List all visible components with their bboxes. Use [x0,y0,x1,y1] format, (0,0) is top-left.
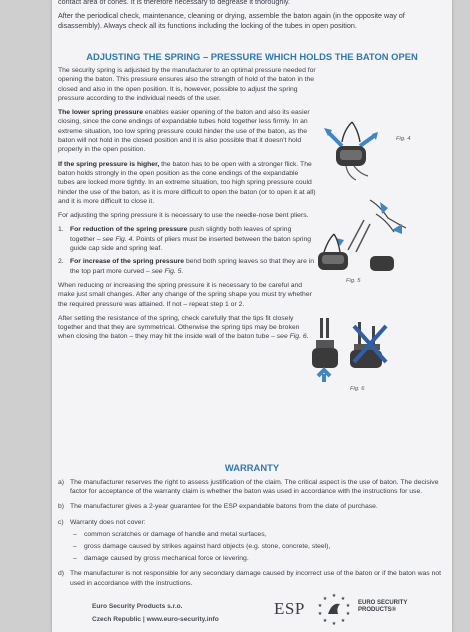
warranty-item-text: Warranty does not cover: [70,518,146,526]
pliers-icon [348,220,370,252]
spring-paragraph-2 [58,108,316,154]
intro-line-2: After the periodical check, maintenance, cleaning or drying, assemble the baton again (in the opposite way of disassembly). Always check all its functions including the locking of the tubes in open position. [58,11,405,31]
figure-6-caption: Fig. 6 [350,386,365,392]
warranty-heading: WARRANTY [224,462,280,473]
arrow-icon [360,136,374,146]
incorrect-spring-icon [350,322,386,368]
warranty-item-letter: a) [58,479,65,486]
warranty-item [58,518,446,564]
figure-4-pliers-illustration [322,112,382,182]
pliers-icon [346,166,368,180]
intro-text [58,0,446,36]
warranty-item-text: The manufacturer is not responsible for any secondary damage caused by incorrect use of the baton or if the baton was not used in accordance with the instructions. [70,570,442,587]
svg-text:★: ★ [345,603,351,609]
company-address: Czech Republic | www.euro-security.info [92,616,219,623]
manual-page [52,0,452,632]
correct-spring-icon [312,318,338,382]
spring-paragraph-4: For adjusting the spring pressure it is necessary to use the needle-nose bent pliers. [58,212,309,220]
spring-leaf-icon [342,122,360,142]
step-title: For increase of the spring pressure [70,258,185,266]
warranty-item-letter: d) [58,570,65,578]
lower-pressure-label: The lower spring pressure [58,109,143,117]
warranty-body [58,478,446,594]
svg-text:★: ★ [322,596,328,602]
svg-text:★: ★ [317,611,323,617]
figure-5-caption: Fig. 5 [346,278,361,284]
warranty-item-text: The manufacturer reserves the right to assess justification of the claim. The critical aspect is the use of baton. The decisive factor for acceptance of the warranty claim is whether the baton was used in accordance with the instructions for use. [70,479,439,496]
higher-pressure-text: the baton has to be open with a stronger flick. The baton holds strongly in the open position as the cone endings of the expandable tubes are locked more tightly. In an extreme situation, too high spring pressure could hinder the use of the baton, as it is more difficult to open the baton (or to open it at all) and it is more difficult to close it. [58,160,316,205]
warranty-item-text: The manufacturer gives a 2-year guarantee for the ESP expandable batons from the date of purchase. [70,503,378,511]
exclusion-item: – damage caused by gross mechanical force or levering. [73,555,249,563]
spring-paragraph-3 [58,160,316,206]
svg-text:★: ★ [331,593,337,599]
warranty-item [58,502,446,511]
tips-check-text: After setting the resistance of the spring, check carefully that the tips fit closely together and that they are symmetrical. Otherwise the spring tips may be broken when closing the baton – they may hit the inside wall of the baton tube – [58,314,300,341]
svg-text:★: ★ [331,621,337,626]
figure-reference: see Fig. 5. [151,267,184,275]
svg-text:★: ★ [322,618,328,624]
exclusion-text: gross damage caused by strikes against hard objects (e.g. stone, concrete, steel), [84,543,331,551]
warranty-item-letter: c) [58,518,64,526]
logo-line-1: EURO SECURITY [358,600,408,606]
step-number: 2. [58,258,64,266]
arrow-icon [392,224,402,234]
exclusion-item: – gross damage caused by strikes against hard objects (e.g. stone, concrete, steel), [73,543,331,551]
step-item [58,257,316,276]
figure-reference: see Fig. 4. [102,235,135,243]
warranty-item [58,478,446,496]
svg-text:★: ★ [340,596,346,602]
eagle-icon [328,604,340,614]
svg-text:★: ★ [317,603,323,609]
step-text: bend both spring leaves so that they are in the top part more curved – [70,258,315,275]
logo-text [358,600,407,614]
figure-4-caption: Fig. 4 [396,136,411,142]
star-circle-icon [314,592,354,626]
exclusion-text: common scratches or damage of handle and metal surfaces, [84,530,267,538]
figure-reference: see Fig. 6. [276,333,309,341]
spring-paragraph-1: The security spring is adjusted by the manufacturer to an optimal pressure needed for opening the baton. This pressure ensures also the strength of hold of the baton in the closed and also in the open position. It is, however, possible to adjust the spring pressure according to the individual needs of the user. [58,67,316,102]
adjustment-steps [58,225,316,275]
exclusion-item: – common scratches or damage of handle and metal surfaces, [73,530,267,538]
lower-pressure-text: enables easier opening of the baton and also its easier closing, since the cone endings of expandable tubes hold together less firmly. In an extreme situation, too low spring pressure could hinder the use of the baton, as the baton will not hold in the closed position and it is also possible that it doesn't hold properly in the open position. [58,109,310,154]
step-tail: Points of pliers must be inserted between the baton spring guide cap side and spring leaf. [70,235,312,253]
higher-pressure-label: If the spring pressure is higher, [58,160,160,168]
spring-leaf-icon [324,234,340,252]
step-text: push slightly both leaves of spring together – [70,226,292,243]
svg-text:★: ★ [340,618,346,624]
esp-logo [274,592,414,626]
exclusion-text: damage caused by gross mechanical force or levering. [84,555,249,563]
step-number: 1. [58,226,64,234]
intro-line-1: contact area of cones. It is therefore necessary to degrease it thoroughly. [58,0,290,6]
arrow-icon [328,132,342,146]
arrow-up-icon [318,370,330,382]
spring-paragraph-6 [58,314,316,342]
footer-contact [92,600,219,626]
step-title: For reduction of the spring pressure [70,226,188,234]
spring-paragraph-5: When reducing or increasing the spring pressure it is necessary to be careful and make just small changes. After any change of the spring shape you must try whether the required pressure was attained. If not – repeat step 1 or 2. [58,281,312,308]
logo-mark: ESP [274,599,305,618]
company-name: Euro Security Products s.r.o. [92,603,183,610]
warranty-item-letter: b) [58,503,65,511]
figure-5-pliers-illustration [310,194,420,276]
figure-6-spring-tips-illustration [310,312,400,384]
svg-text:★: ★ [345,611,351,617]
baton-cap-icon [312,348,338,368]
step-item [58,225,316,253]
warranty-item [58,569,446,587]
logo-line-2: PRODUCTS® [358,607,397,613]
spring-section-heading: ADJUSTING THE SPRING – PRESSURE WHICH HOLDS THE BATON OPEN [86,51,418,62]
